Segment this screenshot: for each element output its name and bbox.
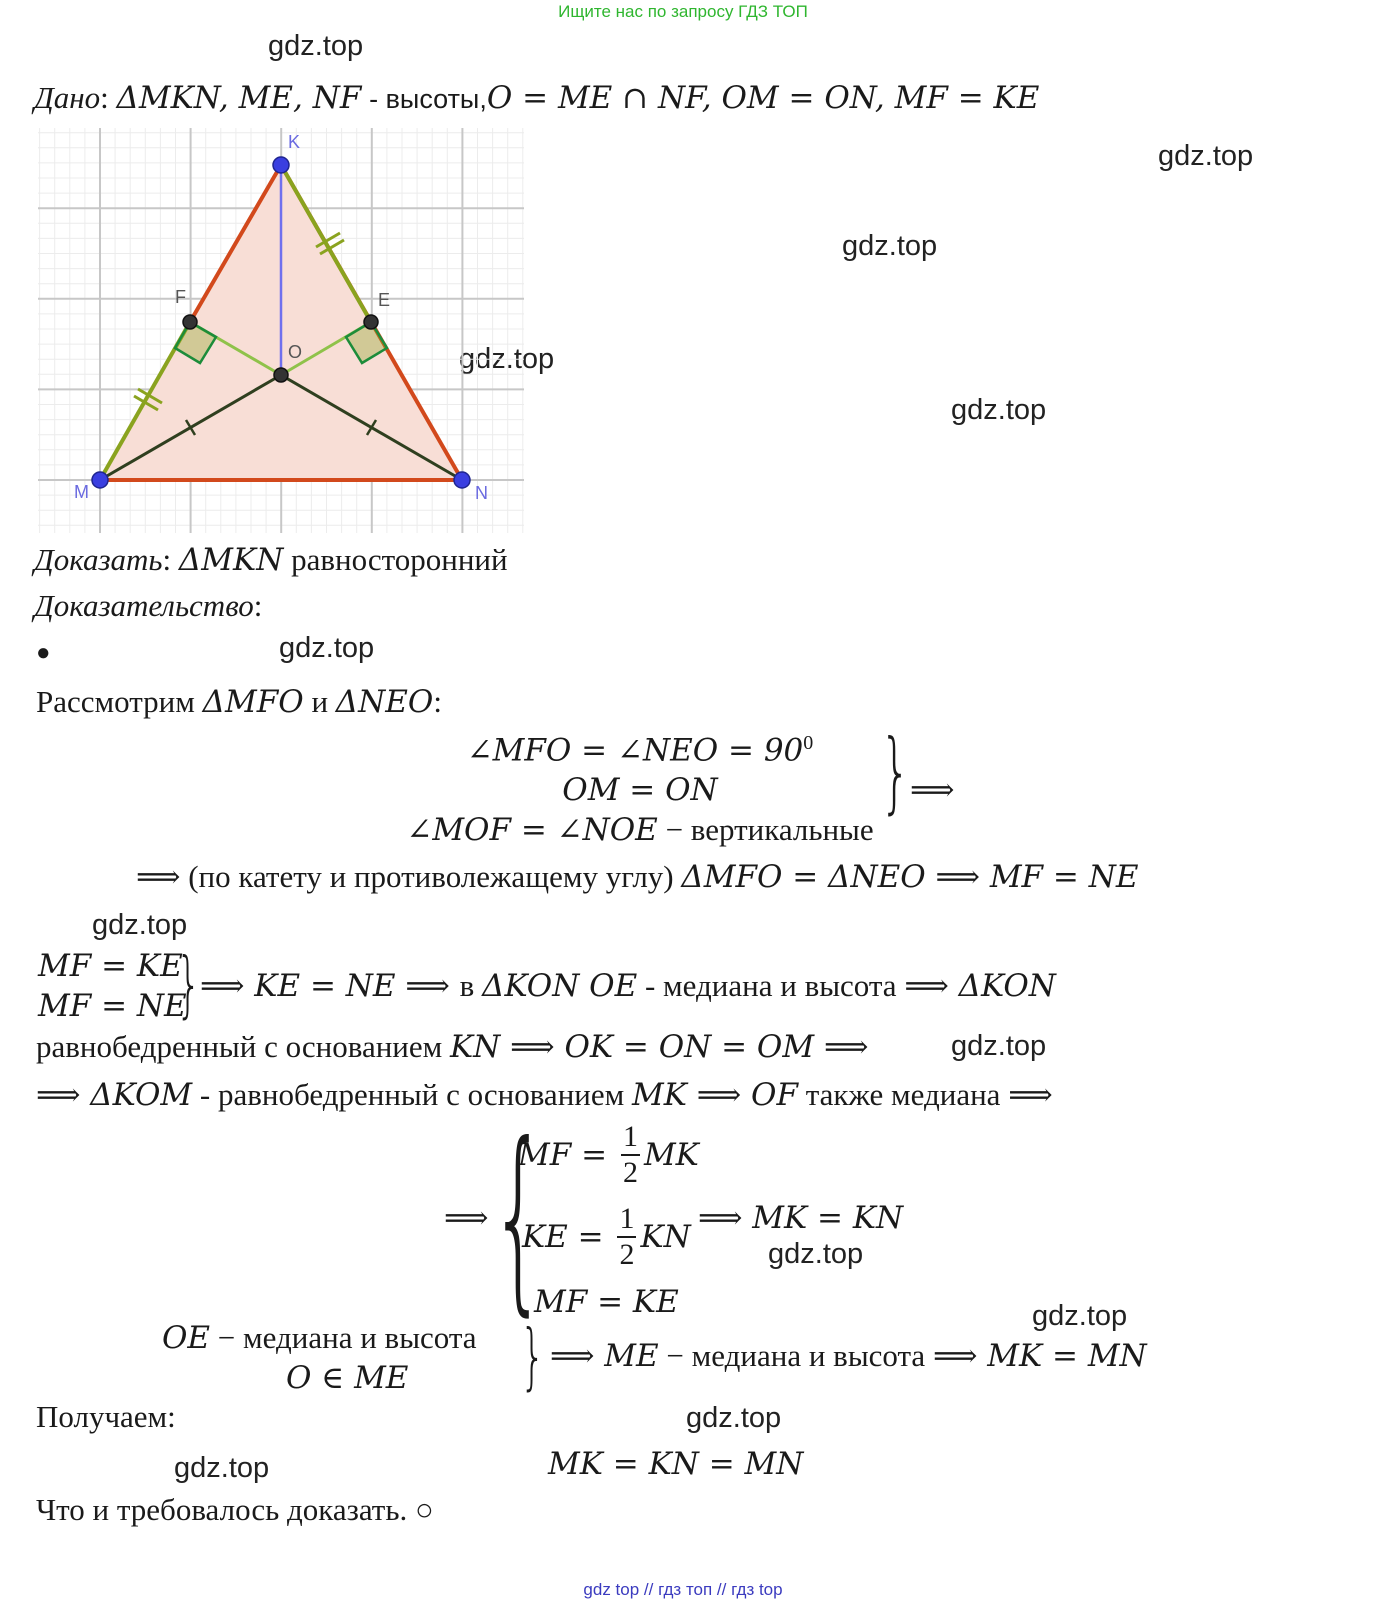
system1-line2: OM = ON <box>562 772 718 808</box>
system1-line3: ∠MOF = ∠NOE − вертикальные <box>406 812 874 848</box>
point-n <box>454 472 470 488</box>
system2-brace: } <box>176 942 202 1026</box>
fraction-half: $\frac{1}{2}$ <box>622 1120 638 1189</box>
label-m: M <box>74 482 89 502</box>
system1-brace: } <box>880 720 911 823</box>
prove-line: Доказать: ΔMKN равносторонний <box>34 542 508 578</box>
system3-line2: KE = $\frac{1}{2}$ KN <box>522 1202 691 1271</box>
point-m <box>92 472 108 488</box>
triangle-figure <box>38 128 524 533</box>
watermark: gdz.top <box>279 632 375 664</box>
point-f <box>183 315 197 329</box>
kom-line: ⟹ ΔKOM - равнобедренный с основанием MK ⟹ OF также медиана ⟹ <box>36 1077 1053 1113</box>
system3-arrow: ⟹ <box>444 1200 489 1235</box>
system2-rest: ⟹ KE = NE ⟹ в ΔKON OE - медиана и высота ⟹ ΔKON <box>200 968 1056 1004</box>
system4-line1: OE − медиана и высота <box>162 1320 477 1356</box>
system4-brace: } <box>520 1314 546 1398</box>
label-o: O <box>288 342 303 362</box>
conclusion1-line: ⟹ (по катету и противолежащему углу) ΔMFO = ΔNEO ⟹ MF = NE <box>136 859 1139 895</box>
system1-arrow: ⟹ <box>910 772 955 807</box>
given-label: Дано <box>34 80 101 115</box>
system4-result: ⟹ ME − медиана и высота ⟹ MK = MN <box>550 1338 1147 1374</box>
watermark: gdz.top <box>951 1030 1047 1062</box>
footer-links[interactable]: gdz top // гдз топ // гдз top <box>583 1580 783 1599</box>
label-e: E <box>378 290 391 310</box>
system2-line2: MF = NE <box>38 988 187 1024</box>
prove-label: Доказать <box>34 542 163 577</box>
isosceles-line: равнобедренный с основанием KN ⟹ OK = ON = OM ⟹ <box>36 1029 869 1065</box>
point-o <box>274 368 288 382</box>
result-label: Получаем: <box>36 1399 176 1434</box>
system4-line2: O ∈ ME <box>286 1360 409 1396</box>
bullet: ● <box>36 640 51 666</box>
system3-brace: { <box>490 1101 548 1334</box>
system2-line1: MF = KE <box>38 948 183 984</box>
given-line: Дано: ΔMKN, ME, NF - высоты,O = ME ∩ NF, OM = ON, MF = KE <box>34 80 1040 116</box>
consider-line: Рассмотрим ΔMFO и ΔNEO: <box>36 684 442 720</box>
label-f: F <box>175 287 186 307</box>
watermark: gdz.top <box>1032 1300 1128 1332</box>
final-line: Что и требовалось доказать. ○ <box>36 1492 434 1527</box>
watermark: gdz.top <box>174 1452 270 1484</box>
point-e <box>364 315 378 329</box>
proof-label: Доказательство: <box>34 588 263 623</box>
watermark: gdz.top <box>842 230 938 262</box>
system3-result: ⟹ MK = KN <box>698 1200 904 1236</box>
watermark: gdz.top <box>459 343 555 375</box>
label-k: K <box>288 132 301 152</box>
label-n: N <box>475 483 488 503</box>
point-k <box>273 157 289 173</box>
watermark: gdz.top <box>768 1238 864 1270</box>
watermark: gdz.top <box>92 909 188 941</box>
watermark: gdz.top <box>268 30 364 62</box>
system3-line3: MF = KE <box>534 1284 679 1320</box>
top-search-link[interactable]: Ищите нас по запросу ГДЗ ТОП <box>558 2 808 21</box>
result-math: MK = KN = MN <box>548 1446 804 1482</box>
system3-line1: MF = $\frac{1}{2}$ MK <box>518 1120 699 1189</box>
watermark: gdz.top <box>686 1402 782 1434</box>
watermark: gdz.top <box>951 394 1047 426</box>
system1-line1: ∠MFO = ∠NEO = $90^0$ <box>466 732 814 769</box>
watermark: gdz.top <box>1158 140 1254 172</box>
fraction-half: $\frac{1}{2}$ <box>619 1202 635 1271</box>
